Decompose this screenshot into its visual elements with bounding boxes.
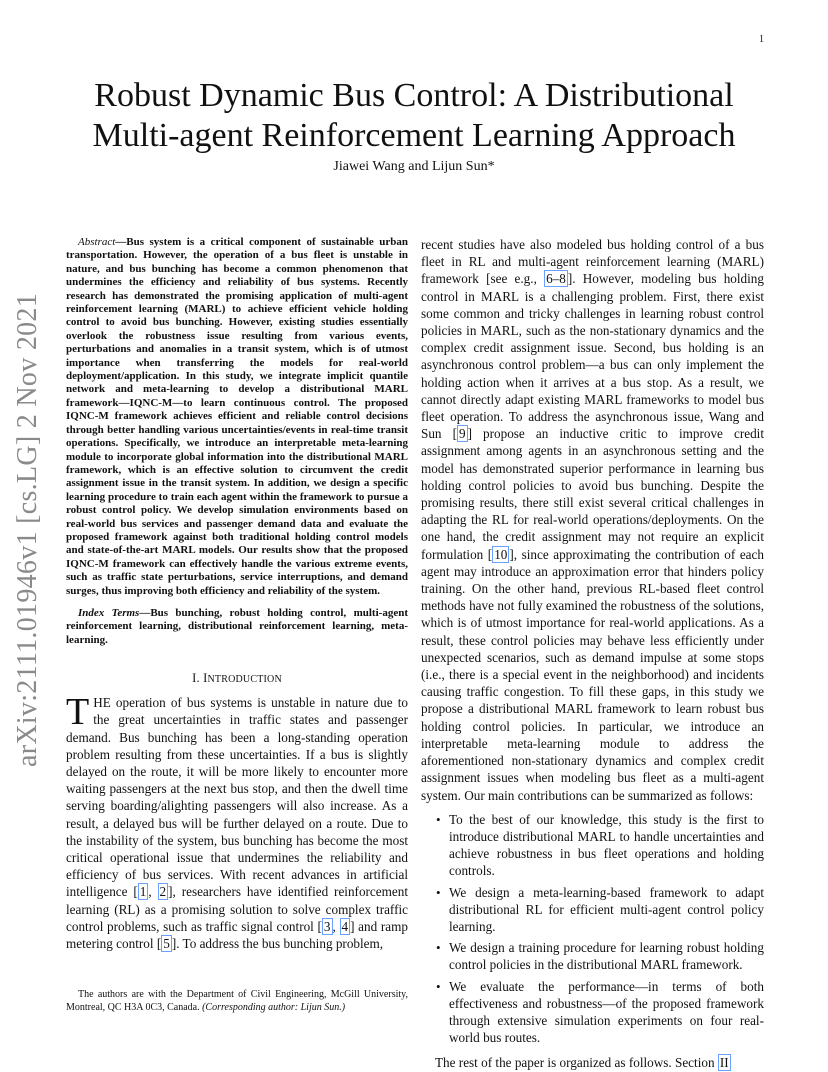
author-affiliation-footnote — [66, 988, 408, 1014]
title-line-1: Robust Dynamic Bus Control: A Distributional — [94, 77, 734, 114]
list-item-text: We design a training procedure for learning robust holding control policies in the distributional MARL framework. — [449, 940, 764, 973]
right-column — [421, 236, 764, 1072]
closing-paragraph — [421, 1054, 764, 1071]
bullet-icon: • — [436, 978, 441, 994]
right-text-2: ]. However, modeling bus holding control in MARL is a challenging problem. First, there exist some common and tricky challenges in learning robust control policies in MARL, such as the non-stationary dynamics and the complex credit assignment issue. Second, bus holding is an asynchronous control problem—a bus can only implement the holding action when it arrives at a bus stop. As a result, we cannot directly adapt existing MARL frameworks to model bus fleet operation. To address the asynchronous issue, Wang and Sun [ — [421, 271, 764, 442]
intro-sep-2: , — [332, 918, 340, 934]
paper-title — [64, 76, 764, 156]
right-text-3: ] propose an inductive critic to improve credit assignment among agents in an asynchronous setting and the model has demonstrated superior performance in learning bus holding control policies to avoid bus bunching. Despite the promising results, there still exist several critical challenges in adapting the RL for real-world operations/deployments. On the one hand, the credit assignment may not require an explicit formulation [ — [421, 426, 764, 562]
intro-text-1: HE operation of bus systems is unstable in nature due to the great uncertainties in traffic states and passenger demand. Bus bunching has been a long-standing operation problem resulting from these uncertainties. If a bus is slightly delayed on the route, it will be more likely to encounter more waiting passengers at the next bus stop, and then the dwell time serving boarding/alighting passengers will also increase. As a result, a delayed bus will be further delayed on a route. Due to the instability of the system, bus bunching has become the most critical operational issue that undermines the reliability and efficiency of bus services. With recent advances in artificial intelligence [ — [66, 695, 408, 900]
citation-link[interactable]: 3 — [323, 918, 331, 934]
list-item-text: We design a meta-learning-based framework to adapt distributional RL for efficient multi-agent control policy learning. — [449, 884, 764, 934]
index-terms-text: —Bus bunching, robust holding control, multi-agent reinforcement learning, distributional reinforcement learning, meta-learning. — [66, 606, 408, 646]
introduction-paragraph — [66, 691, 409, 952]
drop-cap: T — [66, 691, 90, 734]
footnote-corresponding-author: (Corresponding author: Lijun Sun.) — [202, 1002, 346, 1013]
index-terms — [66, 607, 408, 647]
paper-authors: Jiawei Wang and Lijun Sun* — [333, 159, 495, 174]
section-heading-introduction — [66, 671, 408, 686]
list-item — [421, 884, 764, 936]
citation-link[interactable]: 4 — [341, 918, 349, 934]
intro-sep-1: , — [148, 884, 158, 900]
abstract-label: Abstract — [78, 236, 116, 248]
footnote-text: The authors are with the Department of Civil Engineering, McGill University, Montreal, QC H3A 0C3, Canada. — [66, 989, 408, 1013]
left-column — [66, 236, 408, 952]
arxiv-identifier-stamp — [4, 290, 52, 770]
intro-text-3: ] and ramp metering control [ — [66, 918, 408, 952]
bullet-icon: • — [436, 884, 441, 900]
citation-link[interactable]: 2 — [159, 884, 167, 900]
section-heading-rest: NTRODUCTION — [207, 674, 282, 686]
right-text-1: recent studies have also modeled bus holding control of a bus fleet in RL and multi-agent reinforcement learning (MARL) framework [see e.g., — [421, 237, 764, 287]
citation-link[interactable]: 9 — [458, 426, 466, 442]
closing-text: The rest of the paper is organized as follows. Section — [435, 1055, 718, 1071]
abstract — [66, 236, 408, 598]
intro-text-4: ]. To address the bus bunching problem, — [171, 936, 384, 952]
right-text-4: ], since approximating the contribution of each agent may introduce an approximation error that hinders policy training. On the other hand, previous RL-based fleet control methods have not fully examined the robustness of the solutions, which is of utmost importance for real-world applications. As a result, these control policies may behave less efficiently under unexpected scenarios, such as demand impulse at some stops (i.e., there is a special event in the neighborhood) and incidents causing traffic congestion. To fill these gaps, in this study we propose a distributional MARL framework to learn robust bus holding control policies. In particular, we introduce an interpretable meta-learning module to address the aforementioned non-stationary dynamics and complex credit assignment issues when modeling bus fleet as a multi-agent system. Our main contributions can be summarized as follows: — [421, 546, 764, 803]
intro-text-2: ], researchers have identified reinforcement learning (RL) as a promising solution to solve complex traffic control problems, such as traffic signal control [ — [66, 884, 409, 934]
page-number: 1 — [759, 34, 764, 45]
citation-link[interactable]: 6–8 — [546, 271, 566, 287]
title-line-2: Multi-agent Reinforcement Learning Approach — [92, 117, 736, 154]
abstract-text: —Bus system is a critical component of sustainable urban transportation. However, the operation of a bus fleet is unstable in nature, and bus bunching has become a common phenomenon that undermines the efficiency and reliability of bus systems. Recently research has demonstrated the promising application of multi-agent reinforcement learning (MARL) to achieve efficient vehicle holding control to avoid bus bunching. However, existing studies essentially overlook the robustness issue resulting from various events, perturbations and anomalies in a transit system, which is of utmost importance when transferring the models for real-world deployment/application. In this study, we integrate implicit quantile network and meta-learning to develop a distributional MARL framework—IQNC-M—to learn continuous control. The proposed IQNC-M framework achieves efficient and reliable control decisions through better handling various uncertainties/events in real-time transit operations. Specifically, we introduce an interpretable meta-learning module to incorporate global information into the distributional MARL framework, which is an effective solution to circumvent the credit assignment issue in the transit system. In addition, we design a specific learning procedure to train each agent within the framework to pursue a robust control policy. We develop simulation environments based on real-world bus services and passenger demand data and evaluate the proposed framework against both traditional holding control models and state-of-the-art MARL models. Our results show that the proposed IQNC-M framework can effectively handle the various extreme events, such as traffic state perturbations, service interruptions, and demand surges, thus improving both efficiency and reliability of the system. — [66, 236, 408, 597]
citation-link[interactable]: 5 — [163, 936, 170, 952]
arxiv-identifier-text: arXiv:2111.01946v1 [cs.LG] 2 Nov 2021 — [12, 292, 44, 768]
section-reference-link[interactable]: II — [719, 1055, 729, 1071]
list-item-text: To the best of our knowledge, this study is the first to introduce distributional MARL to handle uncertainties and achieve robustness in bus fleet operations and holding controls. — [449, 811, 764, 879]
list-item-text: We evaluate the performance—in terms of both effectiveness and robustness—of the proposed framework through extensive simulation experiments on four real-world bus routes. — [449, 978, 764, 1046]
list-item — [421, 811, 764, 880]
section-heading-first-letter: I — [203, 671, 208, 686]
list-item — [421, 978, 764, 1047]
list-item — [421, 939, 764, 973]
bullet-icon: • — [436, 811, 441, 827]
section-numeral: I. — [192, 671, 204, 686]
introduction-paragraph-continued — [421, 236, 764, 804]
index-terms-label: Index Terms — [78, 606, 140, 619]
citation-link[interactable]: 1 — [139, 884, 147, 900]
bullet-icon: • — [436, 940, 441, 956]
citation-link[interactable]: 10 — [494, 546, 508, 562]
contributions-list — [421, 811, 764, 1047]
